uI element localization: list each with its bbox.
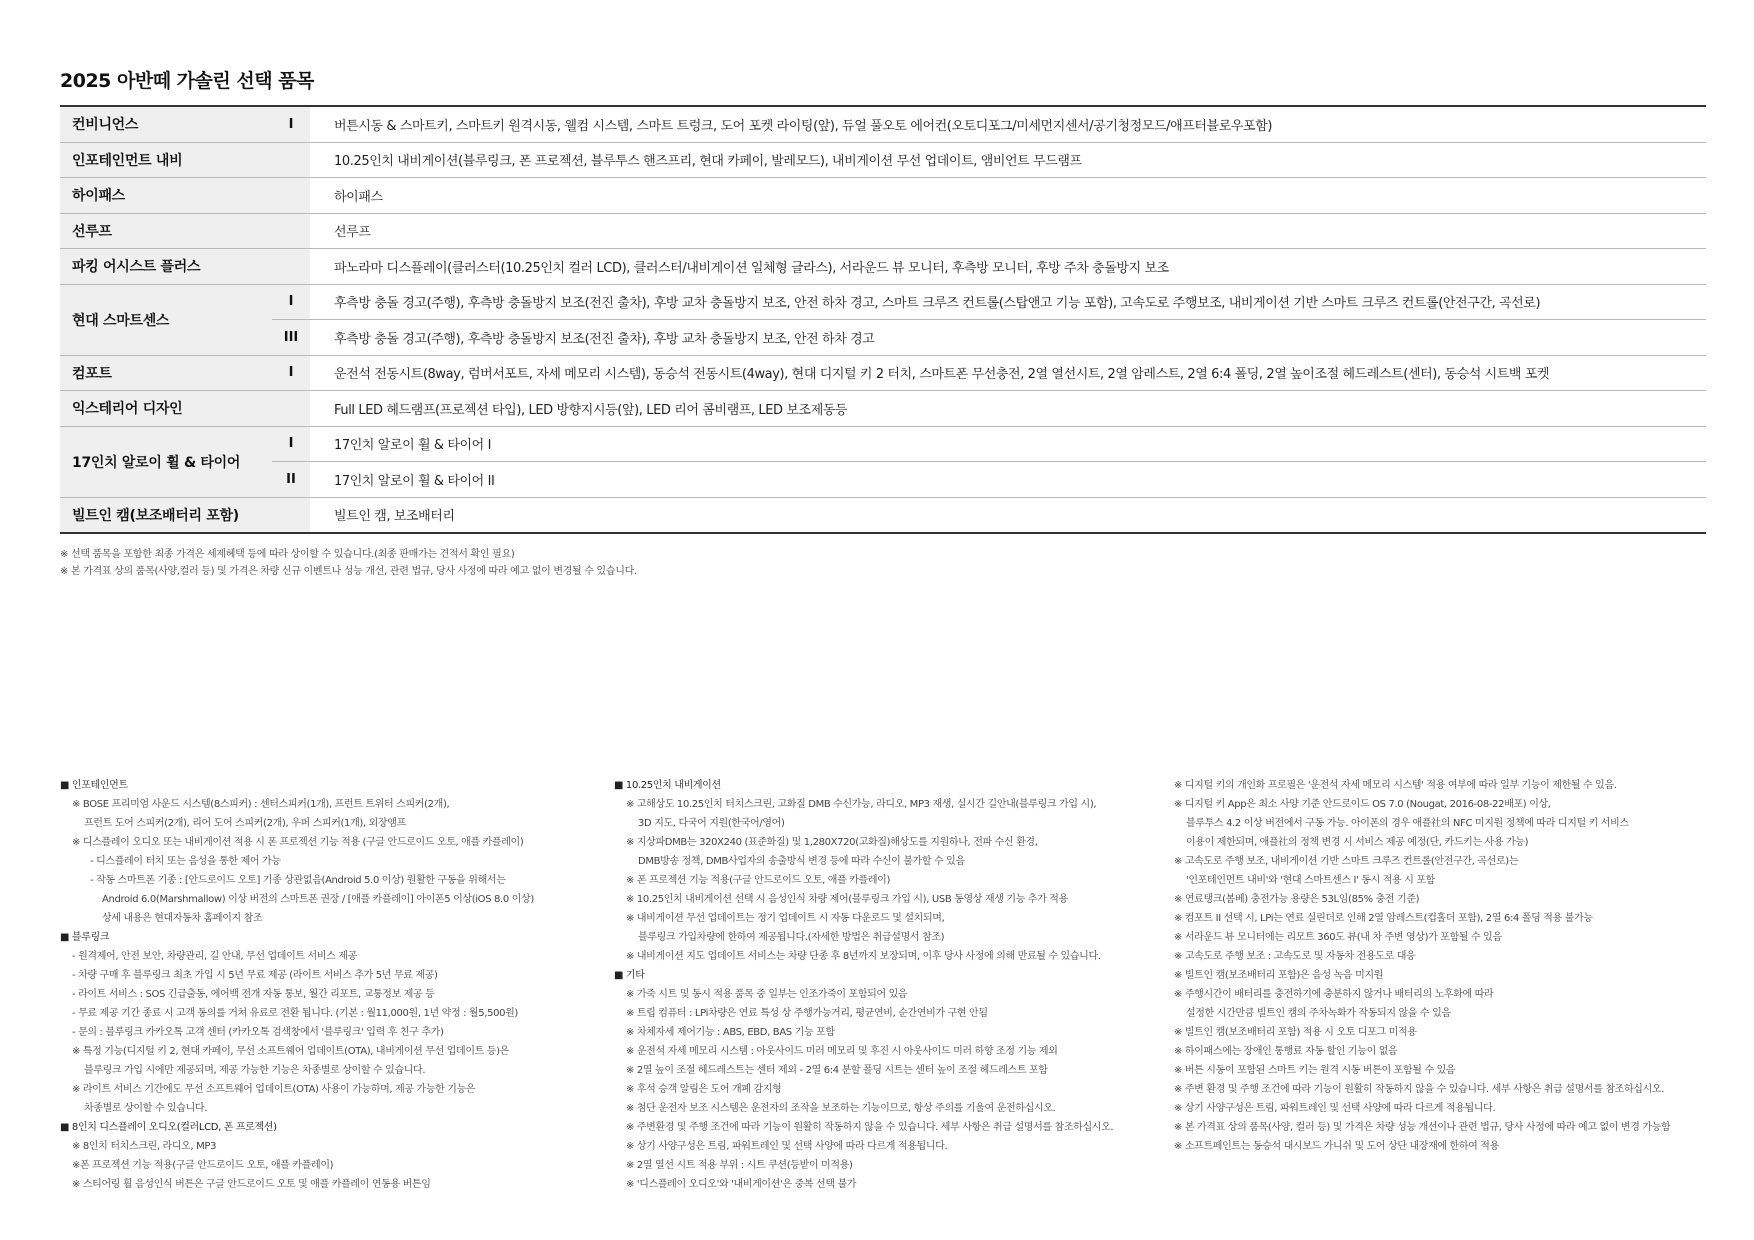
footnote-line: ※ 상기 사양구성은 트림, 파워트레인 및 선택 사양에 따라 다르게 적용됩니다. xyxy=(1174,1103,1496,1114)
footnote-line: ※ 디지털 키 App은 최소 사양 기준 안드로이드 OS 7.0 (Nougat, 2016-08-22배포) 이상, xyxy=(1174,799,1551,810)
footnote-heading: ■ 10.25인치 내비게이션 xyxy=(614,780,721,791)
footnote-line: - 작동 스마트폰 기종 : [안드로이드 오토] 기종 상관없음(Android 5.0 이상) 원활한 구동을 위해서는 xyxy=(90,875,506,886)
footnote-line: ※ 후석 승객 알림은 도어 개폐 감지형 xyxy=(626,1084,782,1095)
note-line: ※ 선택 품목을 포함한 최종 가격은 세제혜택 등에 따라 상이할 수 있습니다.(최종 판매가는 견적서 확인 필요) xyxy=(60,549,515,560)
option-group xyxy=(60,498,1706,533)
option-row xyxy=(272,461,1706,497)
footnote-line: - 원격제어, 안전 보안, 차량관리, 길 안내, 무선 업데이트 서비스 제공 xyxy=(72,951,357,962)
option-description: 후측방 충돌 경고(주행), 후측방 충돌방지 보조(전진 출차), 후방 교차 충돌방지 보조, 안전 하차 경고, 스마트 크루즈 컨트롤(스탑앤고 기능 포함), 고속도로 주행보조, 내비게이션 기반 스마트 크루즈 컨트롤(안전구간, 곡선로) xyxy=(334,296,1541,312)
footnote-line: - 무료 제공 기간 종료 시 고객 동의를 거쳐 유료로 전환 됩니다. (기본 : 월11,000원, 1년 약정 : 월5,500원) xyxy=(72,1008,518,1019)
option-grade xyxy=(272,249,310,284)
option-description: 빌트인 캠, 보조배터리 xyxy=(334,509,455,525)
option-name: 하이패스 xyxy=(60,178,272,213)
option-row xyxy=(272,356,1706,391)
footnote-line: ※ 스티어링 휠 음성인식 버튼은 구글 안드로이드 오토 및 애플 카플레이 연동용 버튼임 xyxy=(72,1179,431,1190)
footnote-line: 설정한 시간만큼 빌트인 캠의 주차녹화가 작동되지 않을 수 있음 xyxy=(1186,1008,1451,1019)
option-row xyxy=(272,498,1706,533)
option-name: 빌트인 캠(보조배터리 포함) xyxy=(60,498,272,533)
footnote-line: 블루링크 가입차량에 한하여 제공됩니다.(자세한 방법은 취급설명서 참조) xyxy=(638,932,945,943)
footnote-heading: ■ 인포테인먼트 xyxy=(60,780,128,791)
option-group xyxy=(60,214,1706,250)
option-grade: I xyxy=(272,356,310,391)
option-description: 파노라마 디스플레이(클러스터(10.25인치 컬러 LCD), 클러스터/내비게이션 일체형 글라스), 서라운드 뷰 모니터, 후측방 모니터, 후방 주차 충돌방지 보조 xyxy=(334,260,1169,276)
footnote-line: ※ 소프트페인트는 동승석 대시보드 가니쉬 및 도어 상단 내장재에 한하여 적용 xyxy=(1174,1141,1499,1152)
option-row xyxy=(272,319,1706,355)
footnote-line: ※ 10.25인치 내비게이션 선택 시 음성인식 차량 제어(블루링크 가입 시), USB 동영상 재생 기능 추가 적용 xyxy=(626,894,1068,905)
footnote-column xyxy=(614,776,1113,1194)
footnote-line: - 디스플레이 터치 또는 음성을 통한 제어 가능 xyxy=(90,856,281,867)
option-row xyxy=(272,285,1706,320)
note-line: ※ 본 가격표 상의 품목(사양,컬러 등) 및 가격은 차량 신규 이벤트나 성능 개선, 관련 법규, 당사 사정에 따라 예고 없이 변경될 수 있습니다. xyxy=(60,566,637,577)
option-group xyxy=(60,143,1706,179)
footnote-line: ※ 라이트 서비스 기간에도 무선 소프트웨어 업데이트(OTA) 사용이 가능하며, 제공 가능한 기능은 xyxy=(72,1084,476,1095)
footnote-line: ※ 내비게이션 무선 업데이트는 정기 업데이트 시 자동 다운로드 및 설치되며, xyxy=(626,913,945,924)
footnote-line: 상세 내용은 현대자동차 홈페이지 참조 xyxy=(102,913,263,924)
option-name: 파킹 어시스트 플러스 xyxy=(60,249,272,284)
option-row xyxy=(272,214,1706,249)
footnote-line: ※ 주변환경 및 주행 조건에 따라 기능이 원활히 작동하지 않을 수 있습니다. 세부 사항은 취급 설명서를 참조하십시오. xyxy=(626,1122,1114,1133)
option-description: Full LED 헤드램프(프로젝션 타입), LED 방향지시등(앞), LED 리어 콤비램프, LED 보조제동등 xyxy=(334,402,848,418)
option-name: 17인치 알로이 휠 & 타이어 xyxy=(60,427,272,497)
option-grade: I xyxy=(272,285,310,320)
price-notes xyxy=(60,546,637,580)
footnote-line: - 문의 : 블루링크 카카오톡 고객 센터 (카카오톡 검색창에서 '블루링크' 입력 후 친구 추가) xyxy=(72,1027,444,1038)
option-group xyxy=(60,391,1706,427)
option-grade: I xyxy=(272,427,310,462)
option-description: 10.25인치 내비게이션(블루링크, 폰 프로젝션, 블루투스 핸즈프리, 현대 카페이, 발레모드), 내비게이션 무선 업데이트, 앰비언트 무드램프 xyxy=(334,154,1082,170)
footnote-line: ※ 지상파DMB는 320X240 (표준화질) 및 1,280X720(고화질)해상도를 지원하나, 전파 수신 환경, xyxy=(626,837,1038,848)
footnote-line: ※ 컴포트 II 선택 시, LPi는 연료 실린더로 인해 2열 암레스트(컵홀더 포함), 2열 6:4 폴딩 적용 불가능 xyxy=(1174,913,1593,924)
footnote-line: ※ BOSE 프리미엄 사운드 시스템(8스피커) : 센터스피커(1개), 프런트 트위터 스피커(2개), xyxy=(72,799,450,810)
footnote-line: 블루링크 가입 시에만 제공되며, 제공 가능한 기능은 차종별로 상이할 수 있습니다. xyxy=(84,1065,426,1076)
footnote-line: - 라이트 서비스 : SOS 긴급출동, 에어백 전개 자동 통보, 월간 리포트, 교통정보 제공 등 xyxy=(72,989,435,1000)
option-description: 버튼시동 & 스마트키, 스마트키 원격시동, 웰컴 시스템, 스마트 트렁크, 도어 포켓 라이팅(앞), 듀얼 풀오토 에어컨(오토디포그/미세먼지센서/공기청정모드/애프터블로우포함) xyxy=(334,118,1273,134)
footnote-line: 프런트 도어 스피커(2개), 리어 도어 스피커(2개), 우퍼 스피커(1개), 외장앰프 xyxy=(84,818,406,829)
footnote-line: ※ 본 가격표 상의 품목(사양, 컬러 등) 및 가격은 차량 성능 개선이나 관련 법규, 당사 사정에 따라 예고 없이 변경 가능함 xyxy=(1174,1122,1671,1133)
option-name: 익스테리어 디자인 xyxy=(60,391,272,426)
footnote-line: ※ 2열 높이 조절 헤드레스트는 센터 제외 - 2열 6:4 분할 폴딩 시트는 센터 높이 조절 헤드레스트 포함 xyxy=(626,1065,1048,1076)
footnote-line: ※ '디스플레이 오디오'와 '내비게이션'은 중복 선택 불가 xyxy=(626,1179,857,1190)
footnote-line: ※ 가죽 시트 및 동시 적용 품목 중 일부는 인조가죽이 포함되어 있음 xyxy=(626,989,908,1000)
option-description: 후측방 충돌 경고(주행), 후측방 충돌방지 보조(전진 출차), 후방 교차 충돌방지 보조, 안전 하차 경고 xyxy=(334,331,875,347)
footnote-line: Android 6.0(Marshmallow) 이상 버전의 스마트폰 권장 / [애플 카플레이] 아이폰5 이상(iOS 8.0 이상) xyxy=(102,894,534,905)
footnote-line: 차종별로 상이할 수 있습니다. xyxy=(84,1103,208,1114)
footnote-line: ※ 내비게이션 지도 업데이트 서비스는 차량 단종 후 8년까지 보장되며, 이후 당사 사정에 의해 만료될 수 있습니다. xyxy=(626,951,1101,962)
footnote-heading: ■ 블루링크 xyxy=(60,932,110,943)
option-row xyxy=(272,427,1706,462)
footnote-line: 3D 지도, 다국어 지원(한국어/영어) xyxy=(638,818,785,829)
footnote-line: ※ 폰 프로젝션 기능 적용(구글 안드로이드 오토, 애플 카플레이) xyxy=(626,875,891,886)
footnote-line: '인포테인먼트 내비'와 '현대 스마트센스 I' 동시 적용 시 포함 xyxy=(1186,875,1435,886)
footnote-line: ※ 고속도로 주행 보조, 내비게이션 기반 스마트 크루즈 컨트롤(안전구간, 곡선로)는 xyxy=(1174,856,1519,867)
option-row xyxy=(272,249,1706,284)
option-row xyxy=(272,391,1706,426)
footnote-line: ※ 차체자세 제어기능 : ABS, EBD, BAS 기능 포함 xyxy=(626,1027,835,1038)
footnote-line: ※ 디지털 키의 개인화 프로필은 '운전석 자세 메모리 시스템' 적용 여부에 따라 일부 기능이 제한될 수 있음. xyxy=(1174,780,1617,791)
option-grade xyxy=(272,143,310,178)
option-grade xyxy=(272,391,310,426)
footnote-line: ※ 고해상도 10.25인치 터치스크린, 고화질 DMB 수신가능, 라디오, MP3 재생, 실시간 길안내(블루링크 가입 시), xyxy=(626,799,1097,810)
footnote-line: ※ 운전석 자세 메모리 시스템 : 아웃사이드 미러 메모리 및 후진 시 아웃사이드 미러 하향 조정 기능 제외 xyxy=(626,1046,1058,1057)
footnote-line: ※ 디스플레이 오디오 또는 내비게이션 적용 시 폰 프로젝션 기능 적용 (구글 안드로이드 오토, 애플 카플레이) xyxy=(72,837,524,848)
footnote-line: - 차량 구매 후 블루링크 최초 가입 시 5년 무료 제공 (라이트 서비스 추가 5년 무료 제공) xyxy=(72,970,438,981)
footnote-column xyxy=(1174,776,1670,1156)
footnote-line: ※ 상기 사양구성은 트림, 파워트레인 및 선택 사양에 따라 다르게 적용됩니다. xyxy=(626,1141,948,1152)
option-grade xyxy=(272,214,310,249)
footnote-line: ※ 버튼 시동이 포함된 스마트 키는 원격 시동 버튼이 포함될 수 있음 xyxy=(1174,1065,1456,1076)
footnote-line: ※ 고속도로 주행 보조 : 고속도로 및 자동차 전용도로 대응 xyxy=(1174,951,1416,962)
footnote-line: ※ 첨단 운전자 보조 시스템은 운전자의 조작을 보조하는 기능이므로, 항상 주의를 기울여 운전하십시오. xyxy=(626,1103,1056,1114)
footnote-column xyxy=(60,776,534,1194)
option-description: 17인치 알로이 휠 & 타이어 I xyxy=(334,438,491,454)
footnote-line: DMB방송 정책, DMB사업자의 송출방식 변경 등에 따라 수신이 불가할 수 있음 xyxy=(638,856,965,867)
footnote-line: ※ 트립 컴퓨터 : LPi차량은 연료 특성 상 주행가능거리, 평균연비, 순간연비가 구현 안됨 xyxy=(626,1008,988,1019)
footnote-line: ※ 서라운드 뷰 모니터에는 리모트 360도 뷰(내 차 주변 영상)가 포함될 수 있음 xyxy=(1174,932,1502,943)
page-title: 2025 아반떼 가솔린 선택 품목 xyxy=(60,70,314,92)
footnote-line: 이용이 제한되며, 애플社의 정책 변경 시 서비스 제공 예정(단, 카드키는 사용 가능) xyxy=(1186,837,1529,848)
footnote-line: ※ 빌트인 캠(보조배터리 포함) 적용 시 오토 디포그 미적용 xyxy=(1174,1027,1417,1038)
footnote-line: ※ 주행시간이 배터리를 충전하기에 충분하지 않거나 배터리의 노후화에 따라 xyxy=(1174,989,1494,1000)
option-description: 선루프 xyxy=(334,225,371,241)
option-group xyxy=(60,356,1706,392)
footnote-line: ※ 8인치 터치스크린, 라디오, MP3 xyxy=(72,1141,217,1152)
footnote-heading: ■ 기타 xyxy=(614,970,645,981)
option-grade: III xyxy=(272,320,310,355)
option-name: 선루프 xyxy=(60,214,272,249)
options-table xyxy=(60,105,1706,534)
footnote-line: ※폰 프로젝션 기능 적용(구글 안드로이드 오토, 애플 카플레이) xyxy=(72,1160,334,1171)
option-description: 운전석 전동시트(8way, 럼버서포트, 자세 메모리 시스템), 동승석 전동시트(4way), 현대 디지털 키 2 터치, 스마트폰 무선충전, 2열 열선시트, 2열 암레스트, 2열 6:4 폴딩, 2열 높이조절 헤드레스트(센터), 동승석 시트백 포켓 xyxy=(334,367,1550,383)
option-row xyxy=(272,143,1706,178)
footnote-line: ※ 연료탱크(봄베) 충전가능 용량은 53L임(85% 충전 기준) xyxy=(1174,894,1420,905)
option-description: 17인치 알로이 휠 & 타이어 II xyxy=(334,473,495,489)
option-group xyxy=(60,107,1706,143)
option-grade: II xyxy=(272,462,310,497)
option-row xyxy=(272,178,1706,213)
footnote-heading: ■ 8인치 디스플레이 오디오(컬러LCD, 폰 프로젝션) xyxy=(60,1122,277,1133)
footnote-line: 블루투스 4.2 이상 버전에서 구동 가능. 아이폰의 경우 애플社의 NFC 미지원 정책에 따라 디지털 키 서비스 xyxy=(1186,818,1629,829)
option-name: 컨비니언스 xyxy=(60,107,272,142)
option-description: 하이패스 xyxy=(334,189,383,205)
option-group xyxy=(60,249,1706,285)
footnote-line: ※ 2열 열선 시트 적용 부위 : 시트 쿠션(등받이 미적용) xyxy=(626,1160,853,1171)
footnote-line: ※ 빌트인 캠(보조배터리 포함)은 음성 녹음 미지원 xyxy=(1174,970,1383,981)
option-grade xyxy=(272,178,310,213)
footnote-line: ※ 주변 환경 및 주행 조건에 따라 기능이 원활히 작동하지 않을 수 있습니다. 세부 사항은 취급 설명서를 참조하십시오. xyxy=(1174,1084,1665,1095)
footnote-line: ※ 하이패스에는 장애인 통행료 자동 할인 기능이 없음 xyxy=(1174,1046,1398,1057)
option-grade: I xyxy=(272,107,310,142)
option-name: 현대 스마트센스 xyxy=(60,285,272,355)
option-group xyxy=(60,285,1706,356)
footnote-line: ※ 특정 기능(디지털 키 2, 현대 카페이, 무선 소프트웨어 업데이트(OTA), 내비게이션 무선 업데이트 등)은 xyxy=(72,1046,509,1057)
option-group xyxy=(60,427,1706,498)
option-name: 인포테인먼트 내비 xyxy=(60,143,272,178)
option-group xyxy=(60,178,1706,214)
option-grade xyxy=(272,498,310,533)
option-row xyxy=(272,107,1706,142)
option-name: 컴포트 xyxy=(60,356,272,391)
